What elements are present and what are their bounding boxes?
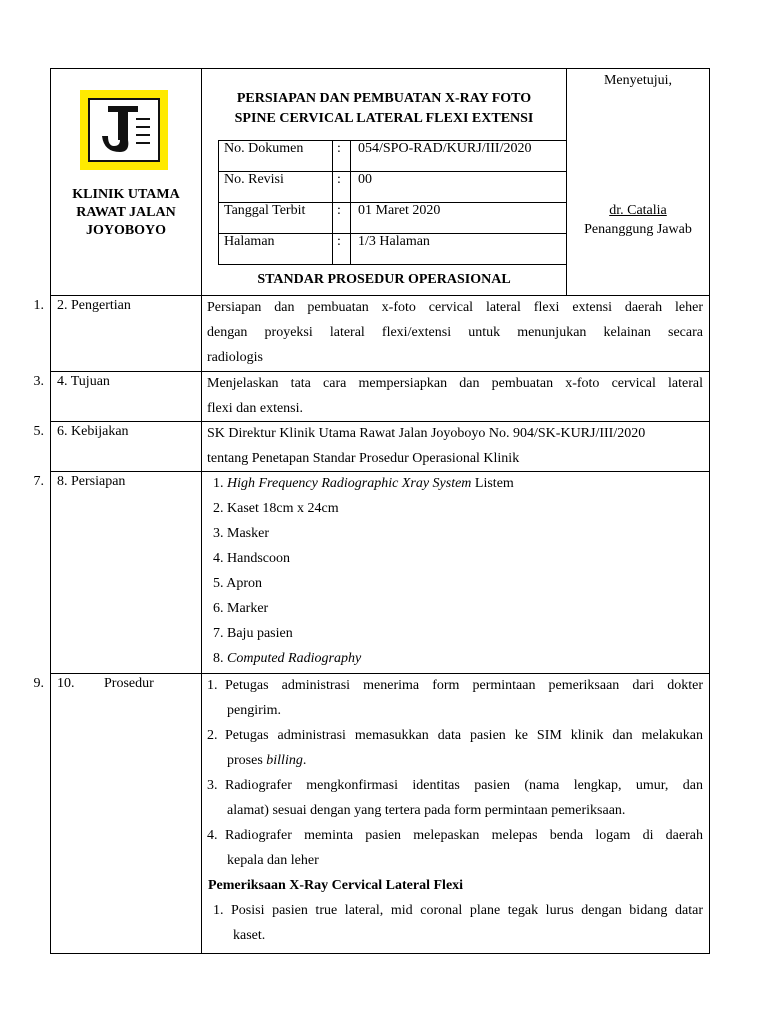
meta-label-halaman: Halaman xyxy=(224,234,275,249)
list-item: 1. Petugas administrasi menerima form permintaan pemeriksaan dari dokter pengirim. xyxy=(207,678,703,718)
clinic-logo xyxy=(80,90,168,170)
list-item: 2. Kaset 18cm x 24cm xyxy=(213,501,339,516)
row-number: 3. xyxy=(33,374,44,389)
section-text-pengertian: Persiapan dan pembuatan x-foto cervical lateral flexi extensi daerah leher dengan proyeksi lateral flexi/extensi untuk menunjukan kelainan secara radiologis xyxy=(207,300,703,365)
row-number: 1. xyxy=(33,298,44,313)
section-label-persiapan: 8. Persiapan xyxy=(57,474,126,489)
section-text-kebijakan: SK Direktur Klinik Utama Rawat Jalan Joyoboyo No. 904/SK-KURJ/III/2020 tentang Penetapan Standar Prosedur Operasional Klinik xyxy=(207,426,646,466)
section-label-kebijakan: 6. Kebijakan xyxy=(57,424,129,439)
meta-value-no-dokumen: 054/SPO-RAD/KURJ/III/2020 xyxy=(358,141,532,156)
approver-name: dr. Catalia xyxy=(609,203,667,218)
meta-value-halaman: 1/3 Halaman xyxy=(358,234,430,249)
meta-sep: : xyxy=(337,234,341,249)
section-label-tujuan: 4. Tujuan xyxy=(57,374,110,389)
list-item: 7. Baju pasien xyxy=(213,626,293,641)
row-number: 7. xyxy=(33,474,44,489)
row-number: 5. xyxy=(33,424,44,439)
list-item: 5. Apron xyxy=(213,576,263,591)
persiapan-list xyxy=(213,471,703,671)
approval-heading: Menyetujui, xyxy=(603,73,673,88)
list-item: 6. Marker xyxy=(213,601,269,616)
section-label-pengertian: 2. Pengertian xyxy=(57,298,131,313)
list-item: 4. Handscoon xyxy=(213,551,290,566)
section-label-prosedur-number: 10. xyxy=(57,676,75,691)
meta-label-no-revisi: No. Revisi xyxy=(224,172,284,187)
list-item: 1. High Frequency Radiographic Xray System Listem xyxy=(213,476,514,491)
meta-label-no-dokumen: No. Dokumen xyxy=(224,141,304,156)
list-item: 3. Masker xyxy=(213,526,269,541)
meta-label-tanggal-terbit: Tanggal Terbit xyxy=(224,203,306,218)
section-label-prosedur: Prosedur xyxy=(104,676,154,691)
approver-role: Penanggung Jawab xyxy=(584,222,692,237)
meta-sep: : xyxy=(337,172,341,187)
list-item: 2. Petugas administrasi memasukkan data pasien ke SIM klinik dan melakukan proses billing. xyxy=(207,728,703,768)
clinic-name: KLINIK UTAMA RAWAT JALAN JOYOBOYO xyxy=(72,187,180,238)
list-item: 4. Radiografer meminta pasien melepaskan melepas benda logam di daerah kepala dan leher xyxy=(207,828,703,868)
list-item: 3. Radiografer mengkonfirmasi identitas pasien (nama lengkap, umur, dan alamat) sesuai dengan yang tertera pada form permintaan pemeriksaan. xyxy=(207,778,703,818)
prosedur-list xyxy=(207,673,703,948)
sop-heading: STANDAR PROSEDUR OPERASIONAL xyxy=(257,272,511,287)
document-title: PERSIAPAN DAN PEMBUATAN X-RAY FOTO SPINE CERVICAL LATERAL FLEXI EXTENSI xyxy=(234,91,534,126)
meta-sep: : xyxy=(337,203,341,218)
clinic-logo-mark-icon xyxy=(90,100,158,160)
list-item: 8. Computed Radiography xyxy=(213,651,362,666)
meta-value-no-revisi: 00 xyxy=(358,172,372,187)
list-item: 1. Posisi pasien true lateral, mid coronal plane tegak lurus dengan bidang datar kaset. xyxy=(213,903,703,943)
meta-value-tanggal-terbit: 01 Maret 2020 xyxy=(358,203,441,218)
meta-sep: : xyxy=(337,141,341,156)
row-number: 9. xyxy=(33,676,44,691)
section-text-tujuan: Menjelaskan tata cara mempersiapkan dan pembuatan x-foto cervical lateral flexi dan extensi. xyxy=(207,376,703,416)
prosedur-subheading: Pemeriksaan X-Ray Cervical Lateral Flexi xyxy=(208,878,464,893)
